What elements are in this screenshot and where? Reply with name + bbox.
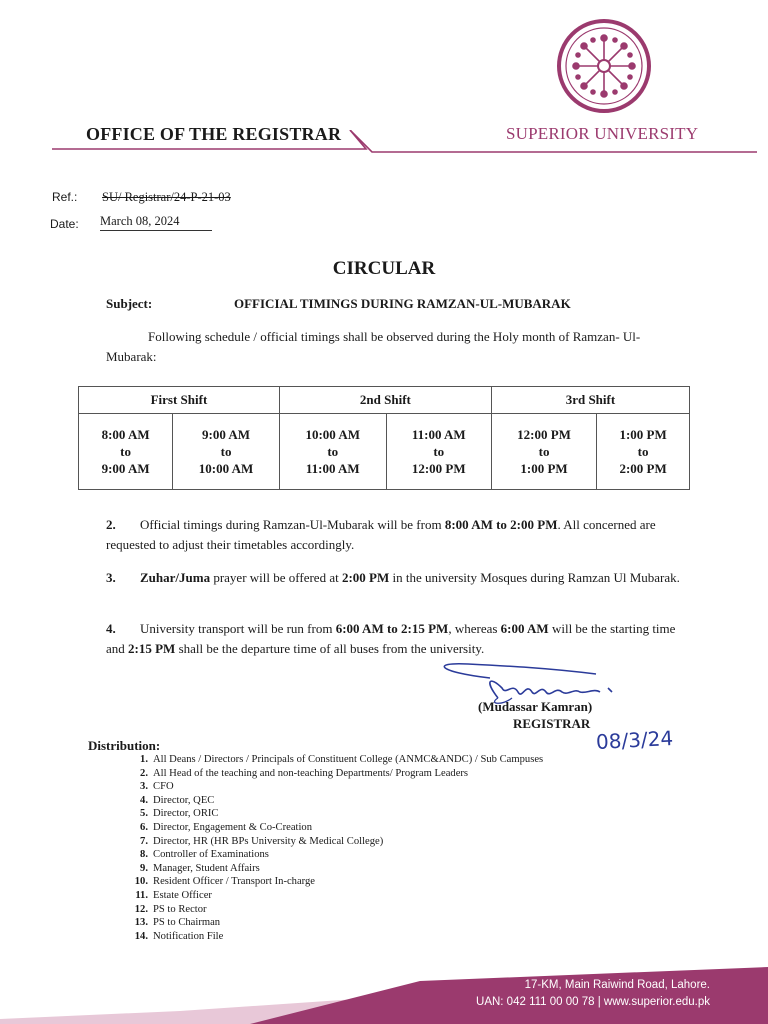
distribution-item-text: Director, ORIC xyxy=(153,808,219,820)
distribution-item xyxy=(112,889,543,903)
handwritten-date: 08/3/24 xyxy=(595,725,674,755)
time-from: 11:00 AM xyxy=(411,427,466,442)
paragraph-number: 2. xyxy=(106,517,116,532)
distribution-item xyxy=(112,767,543,781)
time-to-word: to xyxy=(327,444,339,459)
date-value: March 08, 2024 xyxy=(100,214,212,231)
distribution-item-text: Director, QEC xyxy=(153,794,215,806)
time-until: 1:00 PM xyxy=(520,461,568,476)
timing-row xyxy=(79,414,690,490)
paragraph-bold: Zuhar/Juma xyxy=(140,570,211,585)
distribution-item-text: Notification File xyxy=(153,930,224,942)
paragraph-text: , whereas xyxy=(448,621,501,636)
footer-address: 17-KM, Main Raiwind Road, Lahore. xyxy=(524,979,710,991)
subject-text: OFFICIAL TIMINGS DURING RAMZAN-UL-MUBARAK xyxy=(234,296,571,311)
distribution-item-number: 4. xyxy=(140,794,148,806)
distribution-item xyxy=(112,930,543,944)
distribution-item xyxy=(112,916,543,930)
distribution-item-number: 9. xyxy=(140,862,148,874)
time-until: 10:00 AM xyxy=(198,461,254,476)
distribution-item-text: PS to Rector xyxy=(153,903,207,915)
distribution-item-text: PS to Chairman xyxy=(153,917,221,929)
distribution-item xyxy=(112,875,543,889)
paragraph-bold: 6:00 AM to 2:15 PM xyxy=(335,621,449,636)
distribution-item-number: 11. xyxy=(135,889,148,901)
distribution-item-number: 2. xyxy=(140,767,148,779)
time-to-word: to xyxy=(538,444,550,459)
date-label: Date: xyxy=(50,217,79,231)
paragraph-bold: 2:15 PM xyxy=(128,641,176,656)
distribution-item-text: Manager, Student Affairs xyxy=(153,862,260,874)
distribution-item-text: Estate Officer xyxy=(153,889,212,901)
distribution-item-text: CFO xyxy=(153,781,174,793)
shift-header: 2nd Shift xyxy=(279,387,491,414)
timing-cell xyxy=(597,414,690,490)
distribution-item xyxy=(112,780,543,794)
distribution-item-text: Director, Engagement & Co-Creation xyxy=(153,821,313,833)
paragraph-text: will be the starting time and xyxy=(106,621,676,656)
distribution-list xyxy=(112,753,543,943)
timing-cell xyxy=(386,414,491,490)
subject-label: Subject: xyxy=(106,296,153,311)
time-from: 8:00 AM xyxy=(101,427,150,442)
time-from: 9:00 AM xyxy=(202,427,251,442)
ref-value: SU/ Registrar/24-P-21-03 xyxy=(102,190,231,204)
time-to-word: to xyxy=(433,444,445,459)
distribution-title: Distribution: xyxy=(88,738,161,753)
superior-university-logo-icon xyxy=(556,18,652,114)
timings-table xyxy=(78,386,690,490)
paragraph-text: Official timings during Ramzan-Ul-Mubarak will be from xyxy=(140,517,445,532)
shift-header: First Shift xyxy=(79,387,280,414)
paragraph-bold: 8:00 AM to 2:00 PM xyxy=(444,517,558,532)
timing-cell xyxy=(491,414,596,490)
time-until: 2:00 PM xyxy=(619,461,667,476)
time-to-word: to xyxy=(220,444,232,459)
ref-label: Ref.: xyxy=(52,190,78,204)
footer-contact: UAN: 042 111 00 00 78 | www.superior.edu.pk xyxy=(476,996,710,1008)
time-to-word: to xyxy=(120,444,132,459)
time-until: 12:00 PM xyxy=(411,461,466,476)
timing-cell xyxy=(173,414,280,490)
distribution-item xyxy=(112,848,543,862)
distribution-item-text: All Head of the teaching and non-teaching Departments/ Program Leaders xyxy=(153,767,469,779)
university-name: SUPERIOR UNIVERSITY xyxy=(506,124,699,143)
distribution-item xyxy=(112,862,543,876)
time-until: 9:00 AM xyxy=(101,461,150,476)
intro-paragraph: Following schedule / official timings shall be observed during the Holy month of Ramzan- Ul-Mubarak: xyxy=(106,329,641,364)
paragraph-bold: 2:00 PM xyxy=(341,570,390,585)
paragraph-text: University transport will be run from xyxy=(140,621,336,636)
paragraph-3 xyxy=(106,568,686,588)
paragraph-text: prayer will be offered at xyxy=(210,570,342,585)
timing-cell xyxy=(279,414,386,490)
distribution-item-number: 8. xyxy=(140,849,148,861)
distribution-item-number: 12. xyxy=(134,903,148,915)
timing-cell xyxy=(79,414,173,490)
time-until: 11:00 AM xyxy=(305,461,360,476)
paragraph-number: 3. xyxy=(106,570,116,585)
time-from: 10:00 AM xyxy=(305,427,360,442)
paragraph-text: shall be the departure time of all buses from the university. xyxy=(175,641,485,656)
distribution-item xyxy=(112,807,543,821)
distribution-item-number: 14. xyxy=(134,930,148,942)
shift-header-row xyxy=(79,387,690,414)
distribution-item-number: 5. xyxy=(140,808,148,820)
paragraph-text: . All concerned are requested to adjust their timetables accordingly. xyxy=(106,517,656,552)
distribution-item-text: Director, HR (HR BPs University & Medical College) xyxy=(153,835,384,847)
shift-header: 3rd Shift xyxy=(491,387,689,414)
distribution-item-number: 3. xyxy=(140,781,148,793)
document-title: CIRCULAR xyxy=(332,258,436,279)
distribution-item xyxy=(112,753,543,767)
time-from: 12:00 PM xyxy=(517,427,571,442)
distribution-item-number: 13. xyxy=(134,917,148,929)
paragraph-text: in the university Mosques during Ramzan Ul Mubarak. xyxy=(389,570,680,585)
paragraph-4 xyxy=(106,619,686,659)
time-from: 1:00 PM xyxy=(619,427,667,442)
paragraph-2 xyxy=(106,515,686,555)
distribution-item-number: 6. xyxy=(140,821,148,833)
distribution-item-number: 7. xyxy=(140,835,148,847)
distribution-item xyxy=(112,794,543,808)
distribution-item-text: Controller of Examinations xyxy=(153,849,269,861)
signatory-name: (Mudassar Kamran) xyxy=(478,699,593,714)
distribution-item-text: Resident Officer / Transport In-charge xyxy=(153,876,316,888)
paragraph-number: 4. xyxy=(106,621,116,636)
signatory-designation: REGISTRAR xyxy=(513,716,591,731)
distribution-item-number: 10. xyxy=(134,876,148,888)
time-to-word: to xyxy=(637,444,649,459)
distribution-item-text: All Deans / Directors / Principals of Constituent College (ANMC&ANDC) / Sub Campuses xyxy=(153,754,544,765)
distribution-item-number: 1. xyxy=(140,754,148,765)
office-title: OFFICE OF THE REGISTRAR xyxy=(86,124,342,144)
distribution-item xyxy=(112,835,543,849)
distribution-item xyxy=(112,821,543,835)
paragraph-bold: 6:00 AM xyxy=(500,621,549,636)
distribution-item xyxy=(112,903,543,917)
